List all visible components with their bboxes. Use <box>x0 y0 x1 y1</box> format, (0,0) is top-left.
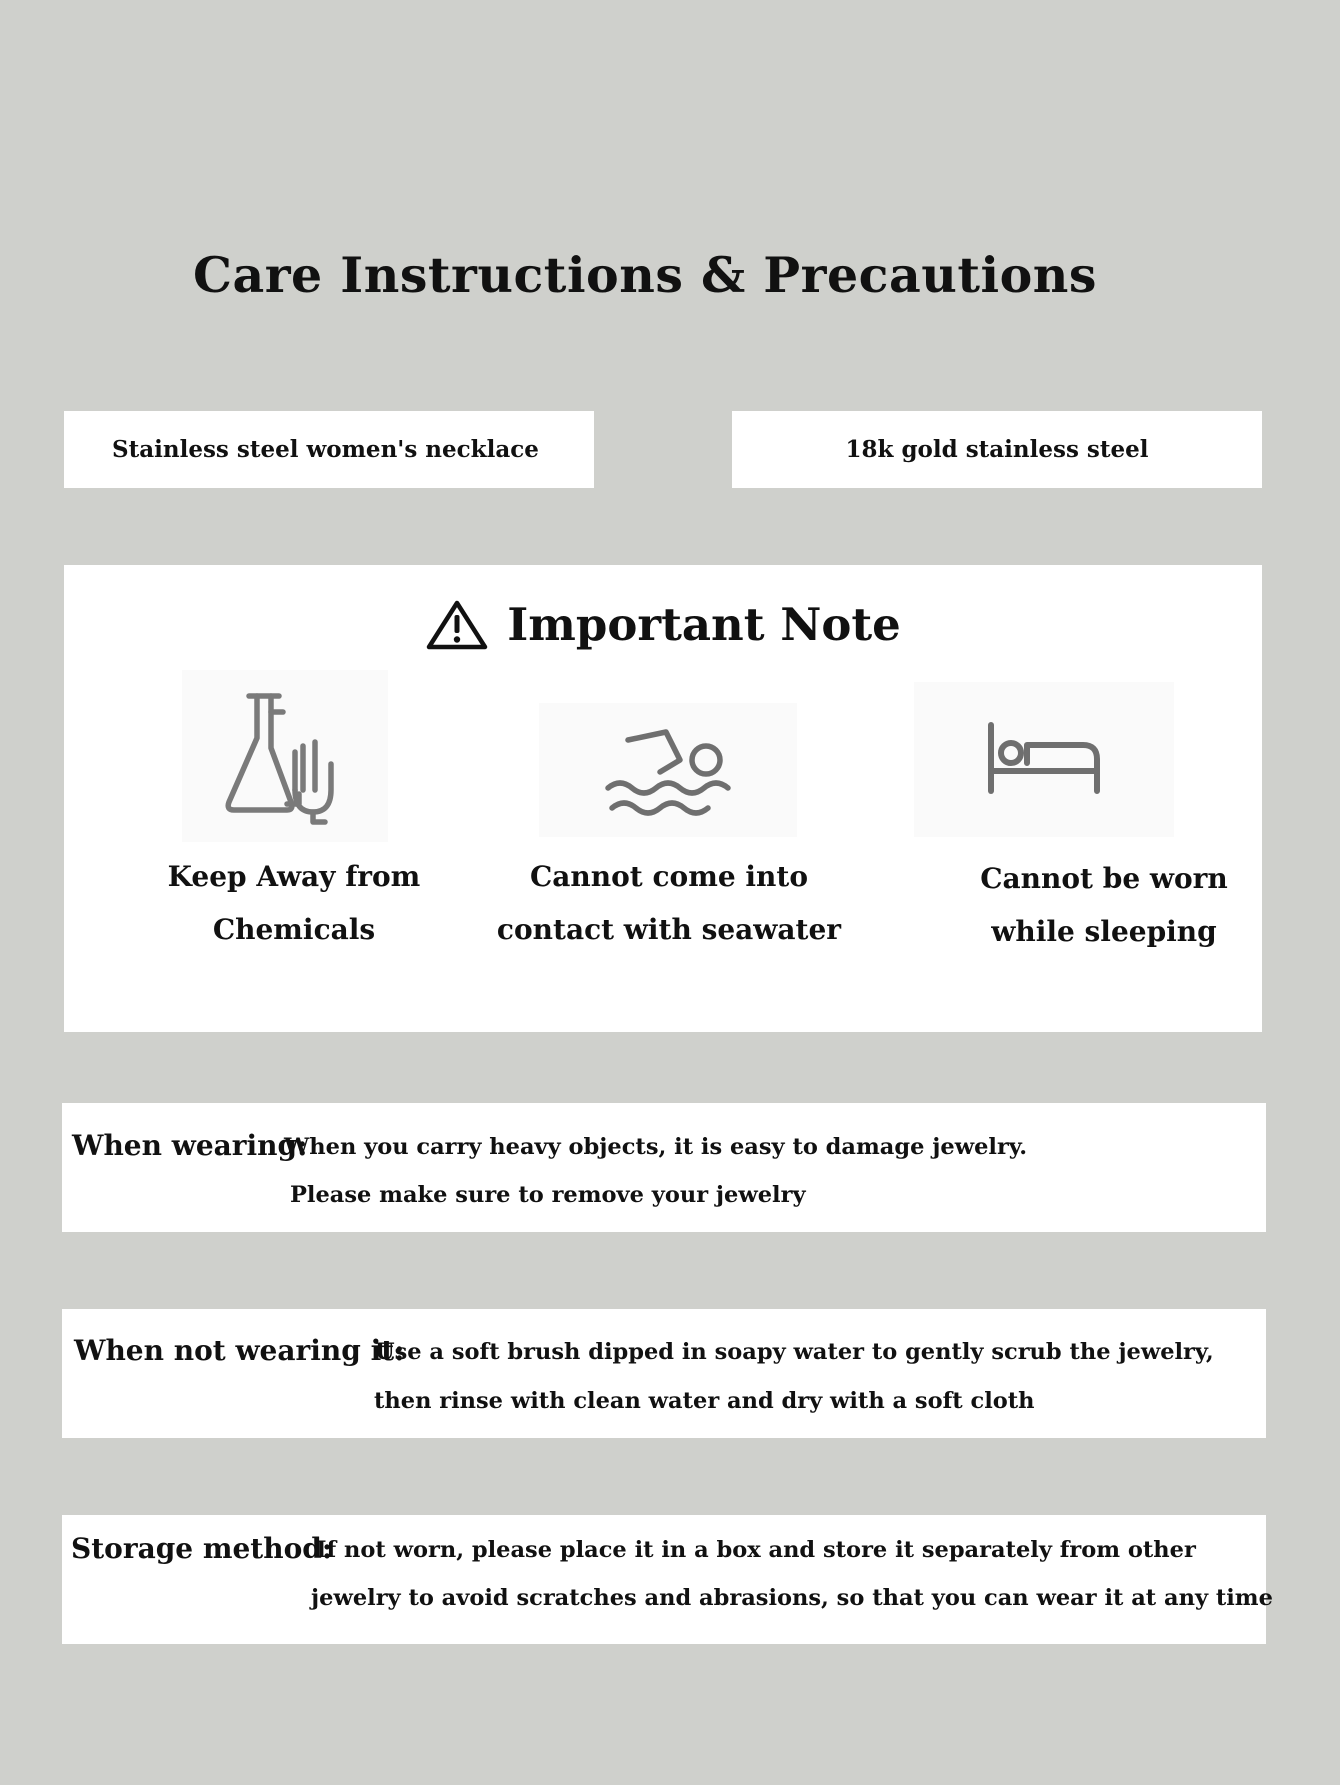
important-note-panel <box>64 565 1262 1032</box>
important-note-title: Important Note <box>507 598 901 651</box>
when-wearing-line2: Please make sure to remove your jewelry <box>290 1182 806 1208</box>
storage-method-line2: jewelry to avoid scratches and abrasions, so that you can wear it at any time <box>311 1585 1273 1611</box>
chemicals-flask-icon <box>215 686 355 826</box>
seawater-label <box>489 850 849 956</box>
when-not-wearing-section <box>62 1309 1266 1438</box>
material-tag <box>732 411 1262 488</box>
storage-method-section <box>62 1515 1273 1644</box>
page-title: Care Instructions & Precautions <box>192 246 1098 304</box>
chemicals-label-line1: Keep Away from <box>167 860 421 893</box>
when-wearing-line1: When you carry heavy objects, it is easy to damage jewelry. <box>284 1134 1028 1160</box>
sleeping-icon-frame <box>914 682 1174 837</box>
sleeping-label-line1: Cannot be worn <box>980 862 1228 895</box>
storage-method-lead: Storage method: <box>71 1532 333 1565</box>
seawater-icon-frame <box>539 703 797 837</box>
sleeping-label-line2: while sleeping <box>991 915 1217 948</box>
when-wearing-lead: When wearing: <box>72 1129 308 1162</box>
when-not-wearing-line2: then rinse with clean water and dry with a soft cloth <box>374 1388 1035 1414</box>
chemicals-label <box>124 850 464 956</box>
when-wearing-section <box>62 1103 1266 1232</box>
storage-method-line1: If not worn, please place it in a box and store it separately from other <box>316 1537 1196 1563</box>
product-type-tag <box>64 411 594 488</box>
warning-icon <box>425 599 489 651</box>
swimming-icon <box>598 720 738 820</box>
material-label: 18k gold stainless steel <box>845 436 1149 463</box>
important-note-heading <box>64 595 1262 655</box>
chemicals-icon-frame <box>182 670 388 842</box>
bed-sleeping-icon <box>979 715 1109 805</box>
seawater-label-line2: contact with seawater <box>496 913 842 946</box>
when-not-wearing-line1: Use a soft brush dipped in soapy water to gently scrub the jewelry, <box>375 1339 1214 1365</box>
product-type-label: Stainless steel women's necklace <box>112 436 539 463</box>
sleeping-label <box>954 852 1254 958</box>
seawater-label-line1: Cannot come into <box>529 860 809 893</box>
when-not-wearing-lead: When not wearing it: <box>74 1334 405 1367</box>
chemicals-label-line2: Chemicals <box>212 913 376 946</box>
